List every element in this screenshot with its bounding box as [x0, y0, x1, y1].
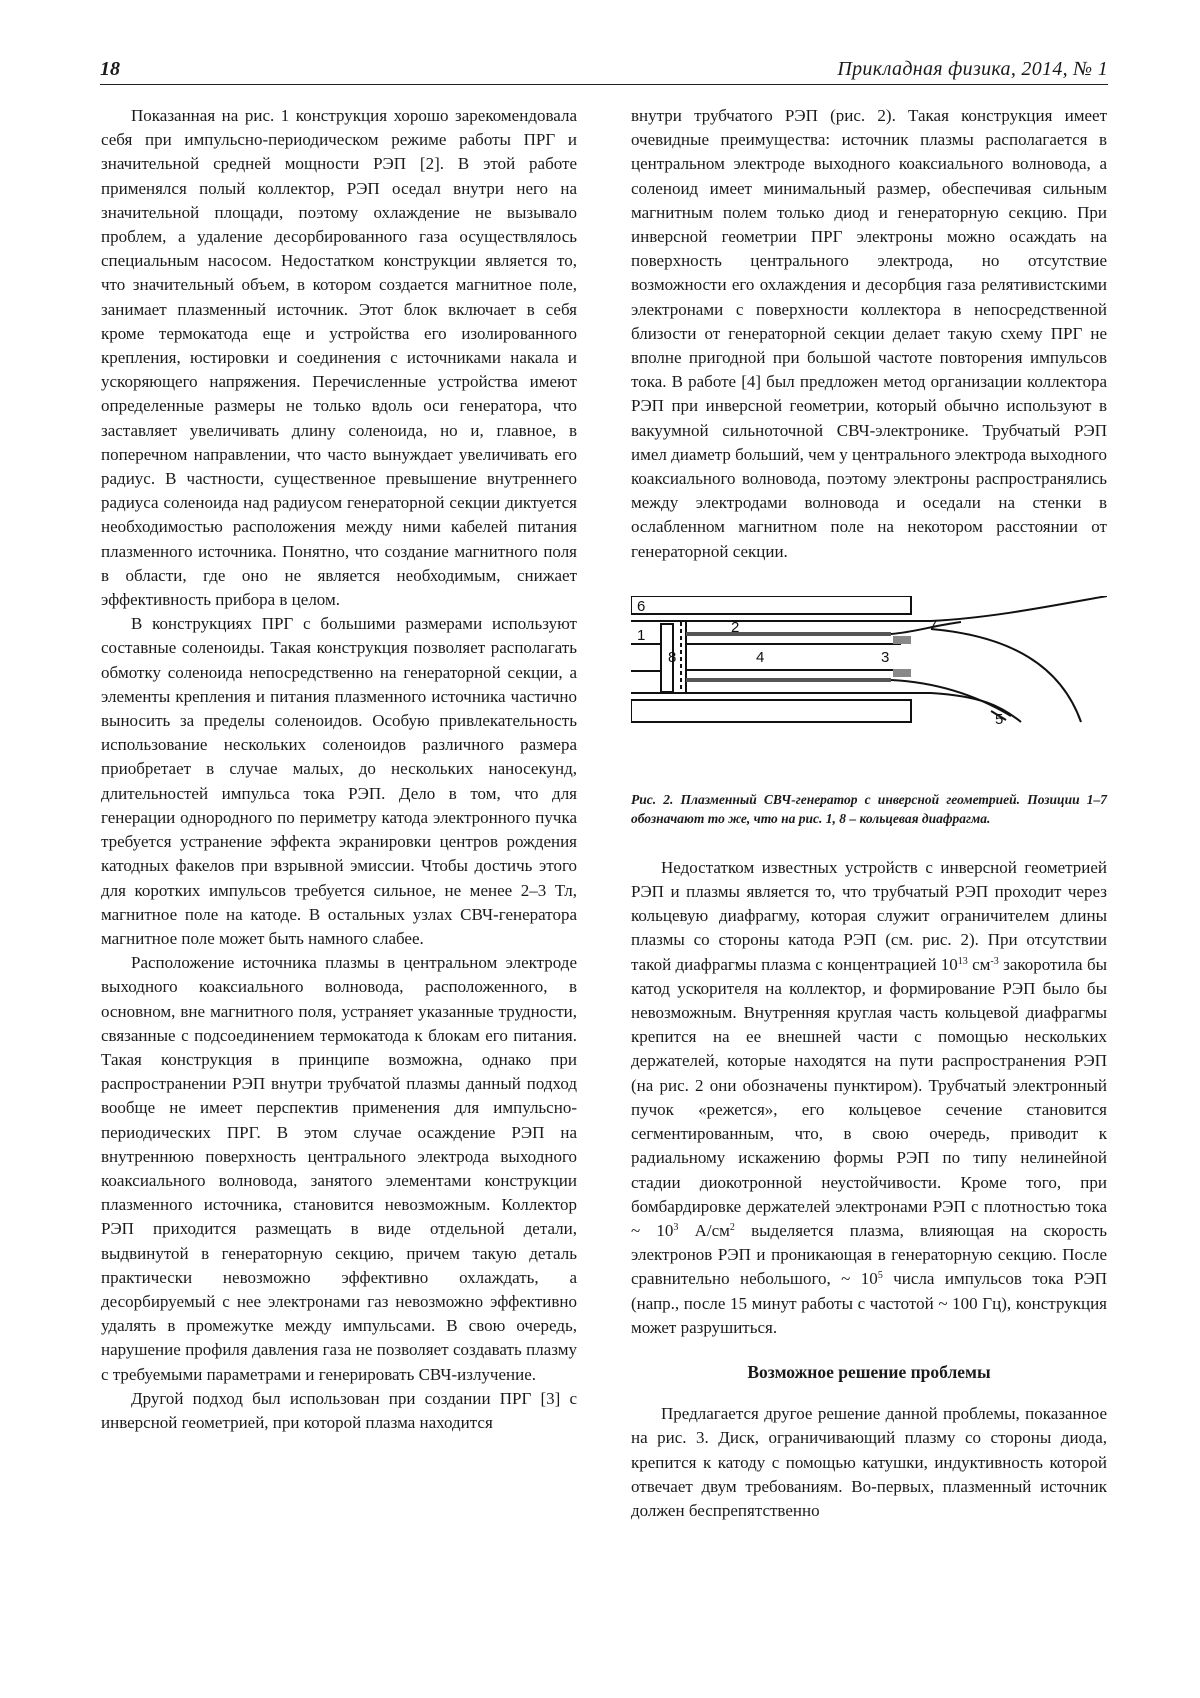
generator-schematic [631, 596, 1107, 770]
paragraph: Показанная на рис. 1 конструкция хорошо зарекомендовала себя при импульсно-периодическом режиме работы ПРГ и значительной средней мощности РЭП [2]. В этой работе применялся полый коллектор, РЭП оседал внутри него на значительной площади, поэтому охлаждение не вызывало проблем, а удаление десорбированного газа осуществлялось специальным насосом. Недостатком конструкции является то, что значительный объем, в котором создается магнитное поле, занимает плазменный источник. Этот блок включает в себя кроме термокатода еще и устройства его изолированного крепления, юстировки и соединения с источниками накала и ускоряющего напряжения. Перечисленные устройства имеют определенные размеры не только вдоль оси генератора, что заставляет увеличивать длину соленоида, но и, главное, в поперечном направлении, что часто вынуждает увеличивать его радиус. В частности, существенное превышение внутреннего радиуса соленоида над радиусом генераторной секции диктуется необходимостью расположения между ними кабелей питания плазменного источника. Понятно, что создание магнитного поля в области, где оно не является необходимым, снижает эффективность прибора в целом. [101, 106, 577, 610]
page-number: 18 [100, 58, 120, 80]
paragraph: Расположение источника плазмы в центральном электроде выходного коаксиального волновода, расположенного, в основном, вне магнитного поля, устраняет указанные трудности, связанные с подсоединением термокатода к блокам его питания. Такая конструкция в принципе возможна, однако при распространении РЭП внутри трубчатой плазмы данный подход вообще не имеет перспектив применения для импульсно-периодических ПРГ. В этом случае осаждение РЭП на внутреннюю поверхность центрального электрода выходного коаксиального волновода, занятого элементами конструкции плазменного источника, становится невозможным. Коллектор РЭП приходится размещать в виде отдельной детали, выдвинутой в генераторную секцию, причем такую деталь практически невозможно эффективно охлаждать, а десорбируемый с нее электронами газ невозможно эффективно удалять в промежутке между импульсами. В свою очередь, нарушение профиля давления газа не позволяет создавать плазму с требуемыми параметрами и генерировать СВЧ-излучение. [101, 953, 577, 1384]
header-rule [100, 84, 1108, 85]
paragraph: Другой подход был использован при создании ПРГ [3] с инверсной геометрией, при которой плазма находится [101, 1388, 577, 1432]
output-horn-outer [931, 629, 1081, 722]
horn-inner-bottom [931, 693, 1021, 722]
paragraph: внутри трубчатого РЭП (рис. 2). Такая конструкция имеет очевидные преимущества: источник плазмы располагается в центральном электроде выходного коаксиального волновода, а соленоид имеет минимальный размер, обеспечивая сильным магнитным полем только диод и генераторную секцию. При инверсной геометрии ПРГ электроны можно осаждать на поверхность центрального электрода, но отсутствие возможности его охлаждения и десорбция газа релятивистскими электронами с поверхности коллектора в непосредственной близости от генераторной секции делает такую схему ПРГ не вполне пригодной при большой частоте повторения импульсов тока. В работе [4] был предложен метод организации коллектора РЭП при инверсной геометрии, который обычно используют в вакуумной сильноточной СВЧ-электронике. Трубчатый РЭП имел диаметр больший, чем у центрального электрода выходного коаксиального волновода, поэтому электроны распространялись между электродами волновода и оседали на стенки в ослабленном магнитном поле на некотором расстоянии от генераторной секции. [631, 106, 1107, 561]
left-column [101, 104, 577, 1435]
label-7: 7 [929, 616, 938, 634]
label-1: 1 [637, 626, 646, 644]
label-2: 2 [731, 618, 740, 636]
collector-bottom [893, 669, 911, 677]
label-8: 8 [668, 648, 677, 666]
label-5: 5 [995, 710, 1004, 728]
paragraph: В конструкциях ПРГ с большими размерами используют составные соленоиды. Такая конструкция позволяет располагать обмотку соленоида непосредственно на генераторной секции, а элементы крепления и питания плазменного источника частично выносить за пределы соленоидов. Особую привлекательность использование нескольких соленоидов различного размера приобретает в случае малых, до нескольких наносекунд, длительностей импульса тока РЭП. Дело в том, что для генерации однородного по периметру катода электронного пучка требуется устранение эффекта экранировки центров рождения катодных факелов при взрывной эмиссии. Чтобы достичь этого для коротких импульсов требуется сильное, не менее 2–3 Тл, магнитное поле на катоде. В остальных узлах СВЧ-генератора магнитное поле может быть намного слабее. [101, 614, 577, 948]
solenoid-bottom [631, 700, 911, 722]
journal-title: Прикладная физика, 2014, № 1 [837, 58, 1108, 80]
solenoid-top [631, 596, 911, 614]
paragraph: Недостатком известных устройств с инверсной геометрией РЭП и плазмы является то, что трубчатый РЭП проходит через кольцевую диафрагму, которая служит ограничителем длины плазмы со стороны катода РЭП (см. рис. 2). При отсутствии такой диафрагмы плазма с концентрацией $10^{13}$ $см^{-3}$ закоротила бы катод ускорителя на коллектор, и формирование РЭП было бы невозможным. Внутренняя круглая часть кольцевой диафрагмы крепится на ее внешней части с помощью нескольких держателей, которые находятся на пути распространения РЭП (на рис. 2 они обозначены пунктиром). Трубчатый электронный пучок «режется», его кольцевое сечение становится сегментированным, что, в свою очередь, приводит к радиальному искажению формы РЭП по типу нелинейной стадии диокотронной неустойчивости. Кроме того, при бомбардировке держателей электронами РЭП с плотностью тока ~ $10^3$ $А/см^2$ выделяется плазма, влияющая на скорость электронов РЭП и проникающая в генераторную секцию. После сравнительно небольшого, ~ $10^5$ числа импульсов тока РЭП (напр., после 15 минут работы с частотой ~ 100 Гц), конструкция может разрушиться. [631, 857, 1108, 1337]
label-3: 3 [881, 648, 890, 666]
label-4: 4 [756, 648, 765, 666]
collector-top [893, 636, 911, 644]
figure-2-diagram [631, 596, 1107, 770]
label-6: 6 [637, 597, 646, 615]
figure-caption: Рис. 2. Плазменный СВЧ-генератор с инверсной геометрией. Позиции 1–7 обозначают то же, что на рис. 1, 8 – кольцевая диафрагма. [631, 791, 1107, 826]
paragraph: Предлагается другое решение данной проблемы, показанное на рис. 3. Диск, ограничивающий плазму со стороны диода, крепится к катоду с помощью катушки, индуктивность которой отвечает двум требованиям. Во-первых, плазменный источник должен беспрепятственно [631, 1404, 1107, 1520]
section-heading: Возможное решение проблемы [747, 1361, 991, 1382]
right-column [631, 104, 1107, 1523]
output-horn-top [931, 596, 1107, 621]
